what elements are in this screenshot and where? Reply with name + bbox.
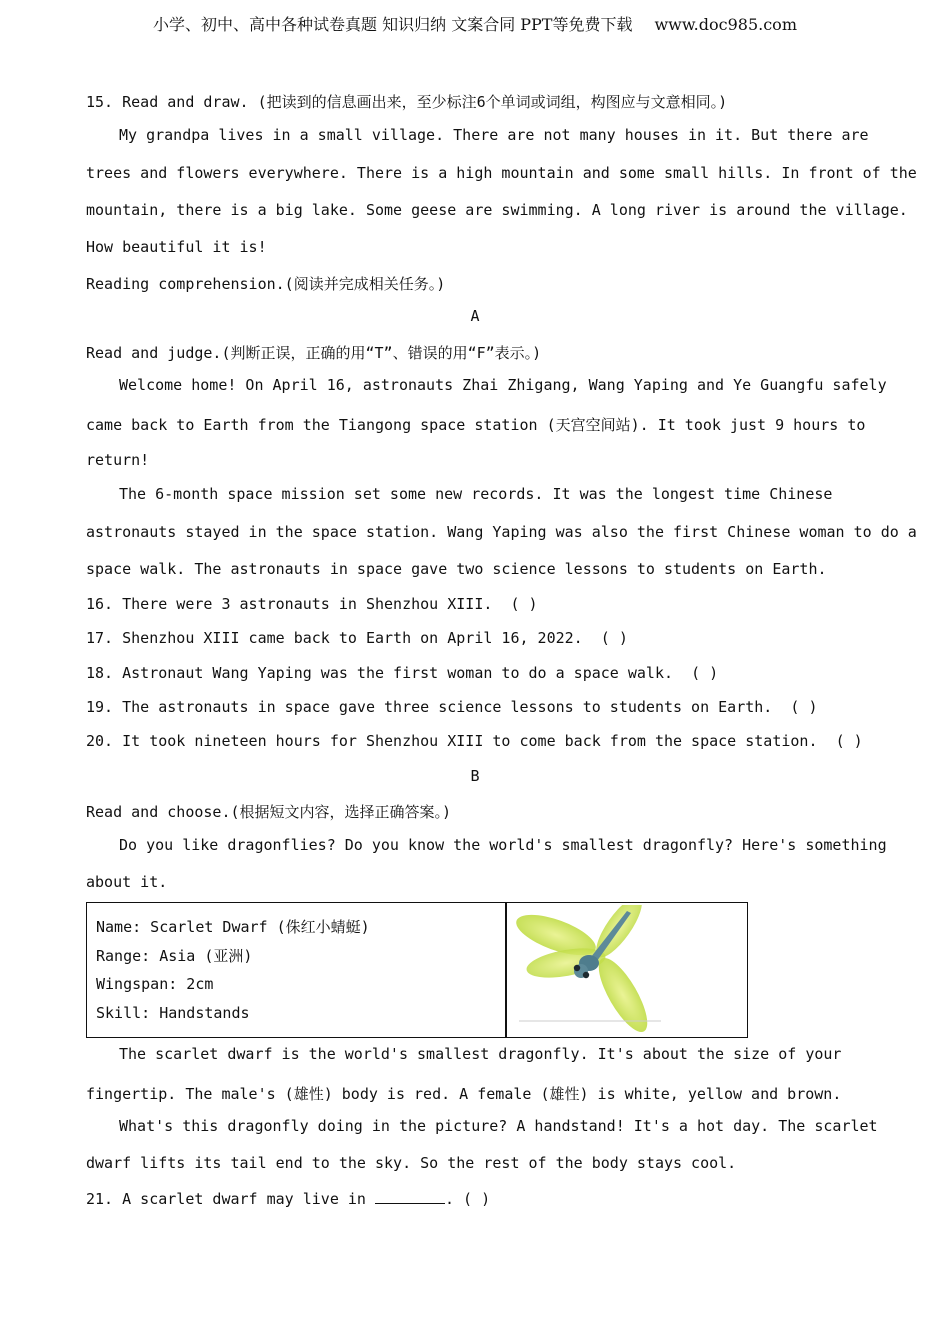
section-b-instruction: Read and choose.(根据短文内容，选择正确答案。) — [86, 803, 452, 821]
question-21 — [86, 1189, 490, 1208]
q15-title: 15. Read and draw. (把读到的信息画出来，至少标注6个单词或词组，构图应与文意相同。) — [86, 93, 728, 111]
question-text: 19. The astronauts in space gave three science lessons to students on Earth. — [86, 698, 773, 716]
question-17 — [86, 629, 655, 647]
table-divider — [505, 903, 507, 1037]
dragonfly-info-table — [86, 902, 748, 1038]
passage-b-line-1: The scarlet dwarf is the world's smallest dragonfly. It's about the size of your — [119, 1045, 842, 1063]
answer-blank[interactable] — [375, 1189, 445, 1204]
passage-a-line-3: return! — [86, 451, 150, 469]
question-19 — [86, 698, 844, 716]
answer-parentheses[interactable]: ( ) — [790, 698, 818, 716]
info-cell — [96, 913, 370, 1028]
question-text: 17. Shenzhou XIII came back to Earth on April 16, 2022. — [86, 629, 583, 647]
q15-line-3: mountain, there is a big lake. Some geese are swimming. A long river is around the village. — [86, 201, 908, 219]
passage-a-line-5: astronauts stayed in the space station. Wang Yaping was also the first Chinese woman to do a — [86, 523, 917, 541]
answer-parentheses[interactable]: ( ) — [691, 664, 719, 682]
question-18 — [86, 664, 745, 682]
passage-a-line-2: came back to Earth from the Tiangong space station (天宫空间站). It took just 9 hours to — [86, 416, 866, 434]
question-text: 16. There were 3 astronauts in Shenzhou XIII. — [86, 595, 493, 613]
question-text: 18. Astronaut Wang Yaping was the first woman to do a space walk. — [86, 664, 673, 682]
info-range: Range: Asia (亚洲) — [96, 946, 253, 965]
passage-b-line-2: fingertip. The male's (雄性) body is red. A female (雄性) is white, yellow and brown. — [86, 1085, 842, 1103]
header-site: www.doc985.com — [654, 15, 797, 34]
answer-parentheses[interactable]: ( ) — [510, 595, 538, 613]
answer-parentheses[interactable]: ( ) — [835, 732, 863, 750]
section-b-label: B — [470, 767, 480, 785]
answer-parentheses[interactable]: ( ) — [600, 629, 628, 647]
reading-title: Reading comprehension.(阅读并完成相关任务。) — [86, 275, 446, 293]
info-name: Name: Scarlet Dwarf (侏红小蜻蜓) — [96, 918, 370, 936]
question-suffix: . ( ) — [445, 1190, 491, 1208]
question-20 — [86, 732, 890, 750]
passage-a-line-6: space walk. The astronauts in space gave two science lessons to students on Earth. — [86, 560, 827, 578]
info-skill: Skill: Handstands — [96, 1004, 250, 1023]
q15-line-2: trees and flowers everywhere. There is a high mountain and some small hills. In front of the — [86, 164, 917, 182]
passage-b-line-4: dwarf lifts its tail end to the sky. So the rest of the body stays cool. — [86, 1154, 737, 1172]
dragonfly-icon — [511, 905, 743, 1033]
passage-a-line-4: The 6-month space mission set some new records. It was the longest time Chinese — [119, 485, 833, 503]
header-title: 小学、初中、高中各种试卷真题 知识归纳 文案合同 PPT等免费下载 — [153, 15, 633, 34]
passage-b-line-3: What's this dragonfly doing in the picture? A handstand! It's a hot day. The scarlet — [119, 1117, 878, 1135]
question-16 — [86, 595, 564, 613]
intro-b-line-1: Do you like dragonflies? Do you know the world's smallest dragonfly? Here's something — [119, 836, 887, 854]
intro-b-line-2: about it. — [86, 873, 168, 891]
section-a-label: A — [470, 307, 480, 325]
q15-line-4: How beautiful it is! — [86, 238, 267, 256]
section-a-instruction: Read and judge.(判断正误，正确的用“T”、错误的用“F”表示。) — [86, 344, 542, 362]
question-text: 21. A scarlet dwarf may live in — [86, 1190, 366, 1208]
passage-a-line-1: Welcome home! On April 16, astronauts Zhai Zhigang, Wang Yaping and Ye Guangfu safely — [119, 376, 887, 394]
info-wingspan: Wingspan: 2cm — [96, 975, 214, 994]
question-text: 20. It took nineteen hours for Shenzhou XIII to come back from the space station. — [86, 732, 818, 750]
dragonfly-image — [511, 905, 743, 1033]
q15-line-1: My grandpa lives in a small village. There are not many houses in it. But there are — [119, 126, 869, 144]
page-header — [0, 12, 950, 35]
